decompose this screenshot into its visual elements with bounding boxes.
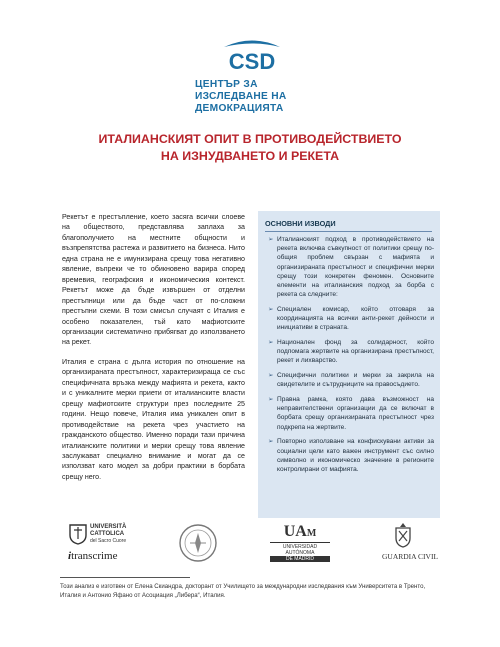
ucsc-name: UNIVERSITÀ CATTOLICA del Sacro Cuore — [90, 524, 127, 544]
paragraph-1: Рекетът е престъпление, което засяга всички слоеве на обществото, представлява заплаха за благополучието на местните общности и възпрепятства растежа и развитието на бизнеса. Нито една страна не е имунизирана срещу това негативно явление, въпреки че то обикновено варира според времевия, географския и икономическия контекст. Рекетът може да бъде извършен от отделни престъпници или да бъде част от по-сложни престъпни схеми. В този смисъл случаят с Италия е особено показателен, тъй като мафиотските организации систематично прибягват до използването на рекет. — [62, 213, 245, 347]
org-line-1: ЦЕНТЪР ЗА — [195, 79, 258, 90]
list-item: ➢ Италианският подход в противодействието на рекета включва съвкупност от политики срещу по-общия проблем свързан с мафията и организираната престъпност и специфични мерки срещу този конкретен феномен. Основните елементи на италианския подход за борба с рекета са следните: — [268, 236, 434, 299]
arrow-bullet-icon: ➢ — [268, 236, 274, 243]
arrow-bullet-icon: ➢ — [268, 372, 274, 380]
arrow-bullet-icon: ➢ — [268, 305, 274, 313]
list-item: ➢ Повторно използване на конфискувани активи за социални цели като важен инструмент със силно символно и икономическо значение в регионите контролирани от мафията. — [268, 438, 434, 473]
divider — [265, 231, 432, 232]
arrow-bullet-icon: ➢ — [268, 396, 274, 404]
arrow-bullet-icon: ➢ — [268, 438, 274, 446]
organization-name — [195, 79, 315, 115]
key-findings-title: ОСНОВНИ ИЗВОДИ — [265, 219, 336, 228]
logo-swoosh — [224, 41, 280, 48]
uam-monogram-icon: UAM — [283, 523, 317, 540]
guardia-civil-crest-icon — [392, 522, 414, 548]
arrow-bullet-icon: ➢ — [268, 339, 274, 347]
paragraph-2: Италия е страна с дълга история по отношение на организираната престъпност, характеризираща се със специфичната връзка между мафията и рекета, както и с уникалните мерки приети от италианските власти срещу мафиотските структури през последните 25 години. Нещо повече, Италия има уникален опит в противодействие на рекета чрез участието на гражданското общество. Именно поради тази причина италианските политики и мерки срещу това явление заслужават специално внимание и могат да се използват като модел за добри практики в борбата срещу него. — [62, 357, 245, 481]
transcrime-mark-icon: i — [68, 550, 72, 562]
seal-logo — [178, 523, 218, 563]
ucsc-logo — [68, 523, 88, 550]
document-title — [60, 131, 440, 165]
guardia-civil-label: GUARDIA CIVIL — [382, 552, 439, 561]
list-item: ➢ Национален фонд за солидарност, който подпомага жертвите на организирана престъпност, рекет и лихварство. — [268, 339, 434, 365]
org-line-2: ИЗСЛЕДВАНЕ НА — [195, 91, 287, 102]
ucsc-crest-icon — [68, 523, 88, 545]
partner-logos — [60, 520, 442, 570]
logo-text: CSD — [228, 49, 276, 72]
footnote-divider — [60, 577, 190, 578]
footnote: Този анализ е изготвен от Елена Скиандра, докторант от Училището за международни изследвания към Университета в Тренто, Италия и Антонио Яфано от Асоциация „Либера“, Италия. — [60, 583, 426, 599]
list-item: ➢ Специален комисар, който отговаря за координацията на всички анти-рекет дейности и инициативи в страната. — [268, 305, 434, 332]
list-item: ➢ Правна рамка, която дава възможност на неправителствени организации да се включат в борбата срещу организираната престъпност чрез подкрепа на жертвите. — [268, 396, 434, 431]
transcrime-logo: itranscrime — [68, 550, 118, 562]
title-line-1: ИТАЛИАНСКИЯТ ОПИТ В ПРОТИВОДЕЙСТВИЕТО — [98, 132, 402, 146]
key-findings-list — [268, 235, 434, 480]
uam-logo: UAM UNIVERSIDAD AUTÓNOMA DE MADRID — [270, 524, 330, 562]
csd-logo — [220, 38, 284, 72]
org-line-3: ДЕМОКРАЦИЯТА — [195, 103, 284, 114]
list-item: ➢ Специфични политики и мерки за закрила на свидетелите и сътрудниците на правосъдието. — [268, 372, 434, 389]
body-text — [62, 212, 245, 491]
title-line-2: НА ИЗНУДВАНЕТО И РЕКЕТА — [160, 149, 340, 163]
